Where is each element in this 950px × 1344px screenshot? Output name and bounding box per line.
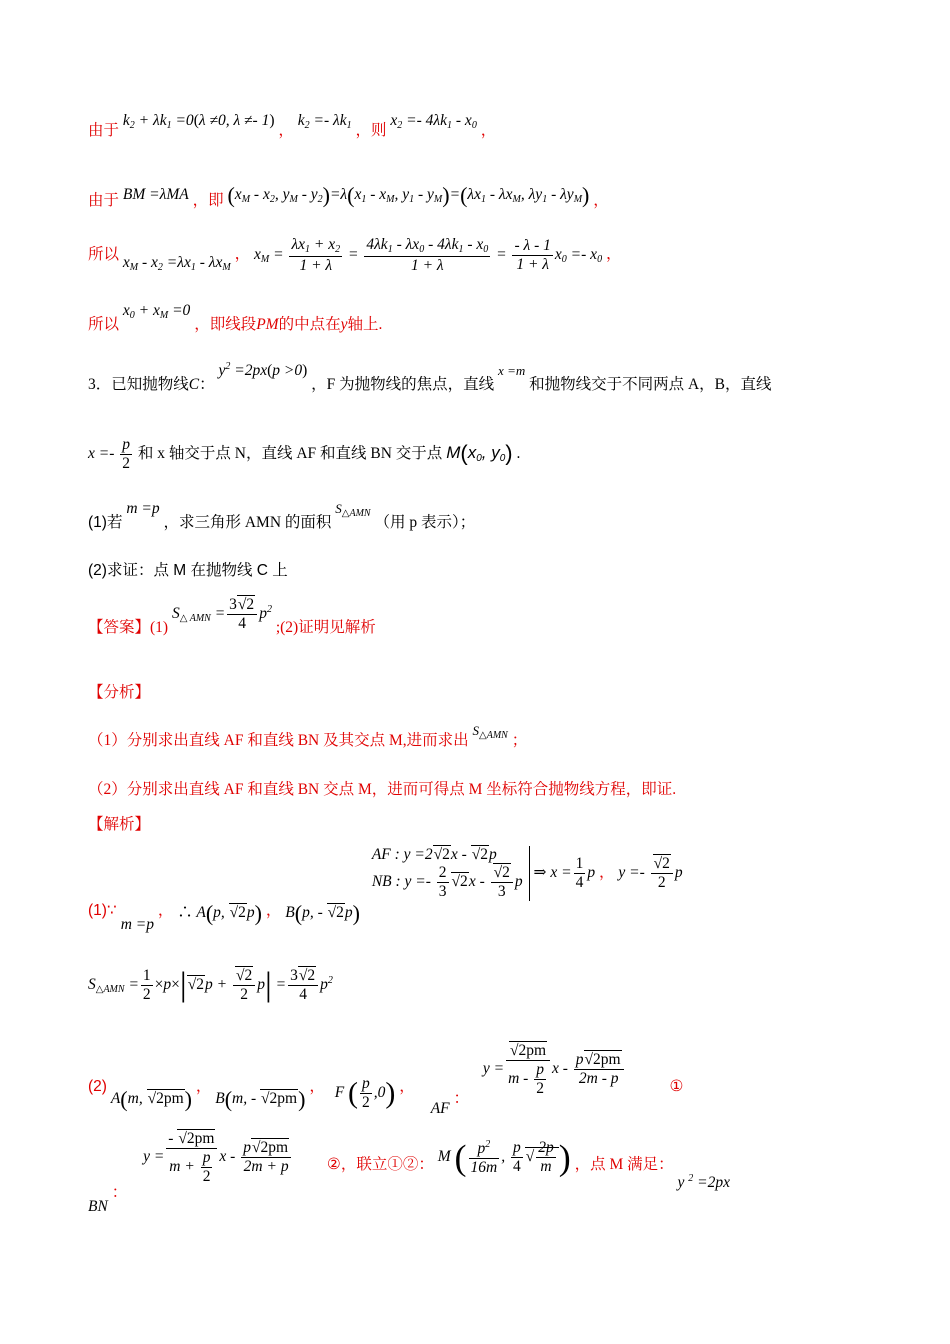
formula-parabola: $y^2 =2px(p >0)$ (218, 361, 308, 379)
formula-intersection: ⇒ x = $\frac{1}{4}$ p (533, 855, 596, 891)
line-xm-derivation: 所以 $x_M - x_2 =\lambda x_1 - \lambda x_M$ ， $x_M$ = $\frac{\lambda x_1 + x_2}{1 + \lambda}$ = $\frac{4\lambda k_1 - \lambda x_0 - 4\lambda k_1 - x_0}{1 + \lambda}$ = $\frac{- \lambda - 1}{1 + \lambda}$ $x_0 =- x_0$ ， (88, 236, 622, 274)
analysis-label: 【分析】 (88, 684, 151, 701)
line-k2-relation: 由于 $k_2 + \lambda k_1 =0(\lambda \ne 0$, λ ≠- 1) ， $k_2 =- \lambda k_1$ ，则 $x_2 =- 4\lambda k_1 - x_0$ ， (88, 112, 497, 139)
question-2: (2)求证：点 M 在抛物线 C 上 (88, 562, 288, 579)
formula-answer-area: $S_{\triangle AMN}$ = $\frac{3√2}{4}$ $p^2$ (171, 596, 272, 632)
formula-x-eq-m: x =m (498, 363, 526, 378)
analysis-1: （1）分别求出直线 AF 和直线 BN 及其交点 M,进而求出 $S_{\triangle AMN}$ ； (88, 723, 528, 749)
formula-point-f: F ( $\frac{p}{2}$ ,0) (334, 1075, 396, 1112)
formula-point-m: $M(x_0$, $y_0$) (446, 440, 513, 466)
formula-point-m-coords: M ( $\frac{p^2}{16m}$ , $\frac{p}{4}$ √ $\frac{2p}{m}$ ) (437, 1137, 571, 1178)
formula-s-amn: $S_{\triangle AMN}$ (335, 501, 371, 519)
formula-parabola-check: y $^2$ =2px (677, 1173, 730, 1192)
problem-3-line2: x =- $\frac{p}{2}$ 和 x 轴交于点 N，直线 AF 和直线 BN 交于点 $M(x_0$, $y_0$) . (88, 436, 521, 472)
formula-m-eq-p: m =p (126, 500, 160, 517)
line-midpoint-conclusion: 所以 $x_0 + x_M =0$ ，即线段PM的中点在y轴上. (88, 302, 383, 333)
line-bm-lambda-ma: 由于 BM =λMA ，即 ($x_M - x_2$, $y_M - y_2)=\lambda(x_1 - x_M$, $y_1 - y_M)=(\lambda x_1 - \lambda x_M$, $\lambda y_1 - \lambda y_M$) ， (88, 182, 609, 209)
answer-line: 【答案】(1) $S_{\triangle AMN}$ = $\frac{3√2}{4}$ $p^2$ ;(2)证明见解析 (88, 596, 376, 636)
formula-point-a: ∴ A(p, √2p) (177, 900, 262, 926)
solution-part-2: (2) A(m, √2pm) ， B(m, - √2pm) ， F ( $\frac{p}{2}$ ,0) ， AF ： y = √2pm m - $\frac{p}{2}$ x - $\frac{p√2pm}{2m - p}$ ① (88, 1042, 684, 1118)
formula-line-bn: y = - √2pm m + $\frac{p}{2}$ x - $\frac{p√2pm}{2m + p}$ (143, 1148, 293, 1165)
formula-xm-x2: $x_M - x_2 =\lambda x_1 - \lambda x_M$ (122, 253, 231, 273)
formula-xm-value: $x_M$ = $\frac{\lambda x_1 + x_2}{1 + \lambda}$ = $\frac{4\lambda k_1 - \lambda x_0 - 4\lambda k_1 - x_0}{1 + \lambda}$ = $\frac{- \lambda - 1}{1 + \lambda}$ $x_0 =- x_0$ (253, 236, 603, 274)
formula-k2-neg: $k_2 =- \lambda k_1$ (297, 112, 352, 131)
solution-label: 【解析】 (88, 816, 151, 833)
formula-k2-lambda-k1: $k_2 + \lambda k_1 =0(\lambda \ne 0$, λ ≠- 1) (122, 112, 275, 131)
label-bn: BN (88, 1198, 108, 1216)
formula-area-calculation: $S_{\triangle AMN}$ = $\frac{1}{2}$ ×p×|√2p + $\frac{√2}{2}$ p| = $\frac{3√2}{4}$ $p^2$ (88, 966, 333, 1003)
formula-line-af: y = √2pm m - $\frac{p}{2}$ x - $\frac{p√2pm}{2m - p}$ (483, 1060, 626, 1077)
formula-y-intersection: y =- $\frac{√2}{2}$ p (618, 855, 683, 891)
problem-3-statement: 3．已知抛物线C： $y^2 =2px(p >0)$ ，F 为抛物线的焦点，直线 x =m 和抛物线交于不同两点 A，B，直线 (88, 361, 772, 393)
formula-system-af-nb: AF : y =2√2x - √2p NB : y =- $\frac{2}{3}$ √2x - $\frac{√2}{3}$ p (372, 846, 530, 901)
circle-1: ① (669, 1078, 684, 1096)
formula-x2: $x_2 =- 4\lambda k_1 - x_0$ (390, 112, 477, 131)
formula-vector-eq: ($x_M - x_2$, $y_M - y_2)=\lambda(x_1 - x_M$, $y_1 - y_M)=(\lambda x_1 - \lambda x_M$, $\lambda y_1 - \lambda y_M$) (227, 182, 590, 208)
text-youyu-1: 由于 (88, 122, 120, 139)
label-af: AF (430, 1100, 450, 1118)
formula-point-b-m: B(m, - √2pm) (215, 1086, 306, 1112)
solution-part-2-line-2: BN ： y = - √2pm m + $\frac{p}{2}$ x - $\frac{p√2pm}{2m + p}$ ②，联立①②： M ( $\frac{p^2}{16m}$ , $\frac{p}{4}$ √ $\frac{2p}{m}$ ) ，点 M 满足： y $^2$ =2px (88, 1130, 730, 1216)
analysis-2: （2）分别求出直线 AF 和直线 BN 交点 M，进而可得点 M 坐标符合抛物线方程，即证. (88, 781, 677, 798)
solution-part-1: (1)∵ m =p ， ∴ A(p, √2p) ， B(p, - √2p) AF : y =2√2x - √2p NB : y =- $\frac{2}{3}$ √2x - $\frac{√2}{3}$ p ⇒ x = $\frac{1}{4}$ p ， y =- $\frac{√2}{2}$ p (88, 846, 683, 933)
question-1: (1)若 m =p ，求三角形 AMN 的面积 $S_{\triangle AMN}$ （用 p 表示）； (88, 500, 476, 531)
formula-x0-xm: $x_0 + x_M =0$ (122, 302, 191, 321)
formula-bm-ma: BM =λMA (122, 186, 189, 203)
formula-x-neg-p-half: x =- $\frac{p}{2}$ (88, 436, 131, 472)
formula-s-amn-2: $S_{\triangle AMN}$ (472, 723, 508, 741)
formula-m-eq-p-2: m =p (120, 915, 154, 933)
formula-point-a-m: A(m, √2pm) (110, 1086, 192, 1112)
formula-point-b: B(p, - √2p) (285, 900, 360, 926)
